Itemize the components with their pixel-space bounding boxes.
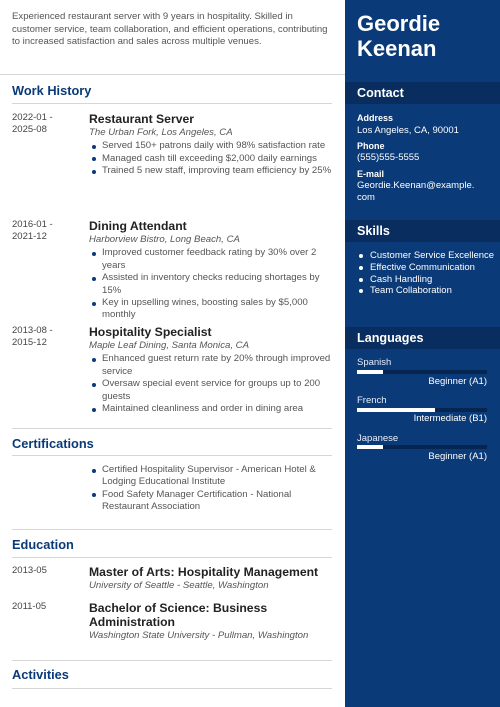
- education-date: 2011-05: [12, 601, 47, 612]
- school: University of Seattle - Seattle, Washington: [89, 580, 269, 591]
- list-item: Managed cash till exceeding $2,000 daily earnings: [89, 153, 334, 165]
- job-title: Dining Attendant: [89, 219, 187, 233]
- divider: [12, 428, 332, 429]
- section-title-languages: Languages: [345, 327, 500, 349]
- profile-summary: Experienced restaurant server with 9 years in hospitality. Skilled in customer service, team collaboration, and efficient operations, contributing to increased satisfaction and sales across multiple venues.: [12, 11, 328, 48]
- employer: The Urban Fork, Los Angeles, CA: [89, 127, 233, 138]
- candidate-name: Geordie Keenan: [357, 11, 441, 61]
- phone-value: (555)555-5555: [357, 152, 420, 163]
- phone-label: Phone: [357, 141, 385, 151]
- section-title-work-history: Work History: [12, 83, 92, 98]
- language-name: French: [357, 395, 387, 406]
- language-level-bar: [357, 408, 487, 412]
- degree: Master of Arts: Hospitality Management: [89, 565, 319, 579]
- divider: [12, 529, 332, 530]
- list-item: Enhanced guest return rate by 20% through improved service: [89, 353, 334, 378]
- job-title: Hospitality Specialist: [89, 325, 212, 339]
- list-item: Team Collaboration: [357, 285, 497, 297]
- job-title: Restaurant Server: [89, 112, 194, 126]
- language-level-fill: [357, 370, 383, 374]
- language-level: Beginner (A1): [428, 451, 487, 462]
- email-value[interactable]: Geordie.Keenan@example. com: [357, 180, 475, 204]
- degree: Bachelor of Science: Business Administration: [89, 601, 268, 629]
- divider: [12, 688, 332, 689]
- section-title-contact: Contact: [345, 82, 500, 104]
- job-bullets: [89, 353, 334, 415]
- list-item: Improved customer feedback rating by 30% over 2 years: [89, 247, 334, 272]
- list-item: Customer Service Excellence: [357, 250, 497, 262]
- list-item: Food Safety Manager Certification - National Restaurant Association: [89, 489, 334, 514]
- section-title-activities: Activities: [12, 667, 69, 682]
- address-label: Address: [357, 113, 394, 123]
- section-title-skills: Skills: [345, 220, 500, 242]
- list-item: Key in upselling wines, boosting sales by $5,000 monthly: [89, 297, 334, 322]
- work-dates: 2016-01 - 2021-12: [12, 219, 53, 243]
- school: Washington State University - Pullman, Washington: [89, 630, 309, 641]
- job-bullets: [89, 247, 334, 321]
- language-level-bar: [357, 370, 487, 374]
- list-item: Certified Hospitality Supervisor - American Hotel & Lodging Educational Institute: [89, 464, 334, 489]
- language-level-fill: [357, 408, 435, 412]
- employer: Harborview Bistro, Long Beach, CA: [89, 234, 240, 245]
- section-title-certifications: Certifications: [12, 436, 94, 451]
- list-item: Effective Communication: [357, 262, 497, 274]
- list-item: Cash Handling: [357, 274, 497, 286]
- work-dates: 2013-08 - 2015-12: [12, 325, 53, 349]
- list-item: Maintained cleanliness and order in dining area: [89, 403, 334, 415]
- divider: [12, 103, 332, 104]
- list-item: Oversaw special event service for groups up to 200 guests: [89, 378, 334, 403]
- divider: [12, 660, 332, 661]
- list-item: Assisted in inventory checks reducing shortages by 15%: [89, 272, 334, 297]
- language-level: Intermediate (B1): [413, 413, 487, 424]
- list-item: Served 150+ patrons daily with 98% satisfaction rate: [89, 140, 334, 152]
- sidebar: [345, 0, 500, 707]
- email-label: E-mail: [357, 169, 385, 179]
- address-value: Los Angeles, CA, 90001: [357, 125, 459, 136]
- work-dates: 2022-01 - 2025-08: [12, 112, 53, 136]
- language-level-bar: [357, 445, 487, 449]
- employer: Maple Leaf Dining, Santa Monica, CA: [89, 340, 249, 351]
- list-item: Trained 5 new staff, improving team efficiency by 25%: [89, 165, 334, 177]
- job-bullets: [89, 140, 334, 177]
- education-date: 2013-05: [12, 565, 47, 576]
- language-level: Beginner (A1): [428, 376, 487, 387]
- divider: [12, 557, 332, 558]
- section-title-education: Education: [12, 537, 74, 552]
- skills-list: [357, 250, 497, 297]
- language-name: Spanish: [357, 357, 392, 368]
- language-level-fill: [357, 445, 383, 449]
- language-name: Japanese: [357, 433, 399, 444]
- divider: [0, 74, 345, 75]
- divider: [12, 455, 332, 456]
